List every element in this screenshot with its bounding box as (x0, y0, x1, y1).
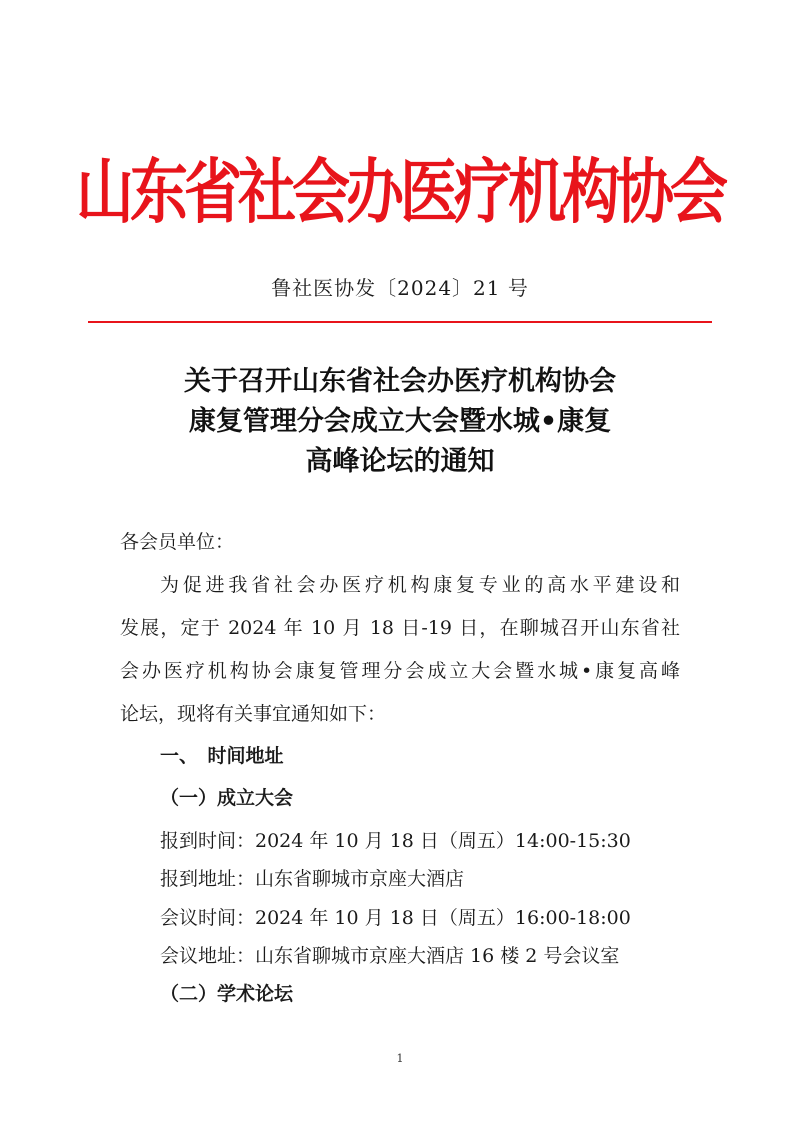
info-meeting-address: 会议地址：山东省聊城市京座大酒店 16 楼 2 号会议室 (160, 945, 620, 967)
paragraph-line-1: 为促进我省社会办医疗机构康复专业的高水平建设和 (160, 574, 680, 596)
info-registration-address: 报到地址：山东省聊城市京座大酒店 (160, 868, 465, 890)
document-number: 鲁社医协发〔2024〕21 号 (271, 276, 529, 300)
paragraph-line-2: 发展，定于 2024 年 10 月 18 日-19 日，在聊城召开山东省社 (120, 617, 680, 639)
page-number: 1 (396, 1052, 404, 1065)
info-meeting-time: 会议时间：2024 年 10 月 18 日（周五）16:00-18:00 (160, 907, 631, 929)
subsection-heading-academic-forum: （二）学术论坛 (160, 983, 294, 1005)
organization-letterhead: 山东省社会办医疗机构协会 (75, 151, 724, 233)
subsection-heading-founding-meeting: （一）成立大会 (160, 787, 294, 809)
info-registration-time: 报到时间：2024 年 10 月 18 日（周五）14:00-15:30 (160, 830, 631, 852)
title-line-1: 关于召开山东省社会办医疗机构协会 (184, 366, 616, 397)
paragraph-line-4: 论坛，现将有关事宜通知如下： (120, 703, 387, 725)
title-line-3: 高峰论坛的通知 (305, 446, 495, 477)
section-heading-time-location: 一、 时间地址 (160, 745, 284, 767)
title-line-2: 康复管理分会成立大会暨水城•康复 (188, 406, 612, 437)
letterhead-divider (88, 321, 712, 323)
document-title (100, 362, 700, 482)
salutation: 各会员单位： (120, 531, 235, 553)
paragraph-line-3: 会办医疗机构协会康复管理分会成立大会暨水城•康复高峰 (120, 660, 680, 682)
